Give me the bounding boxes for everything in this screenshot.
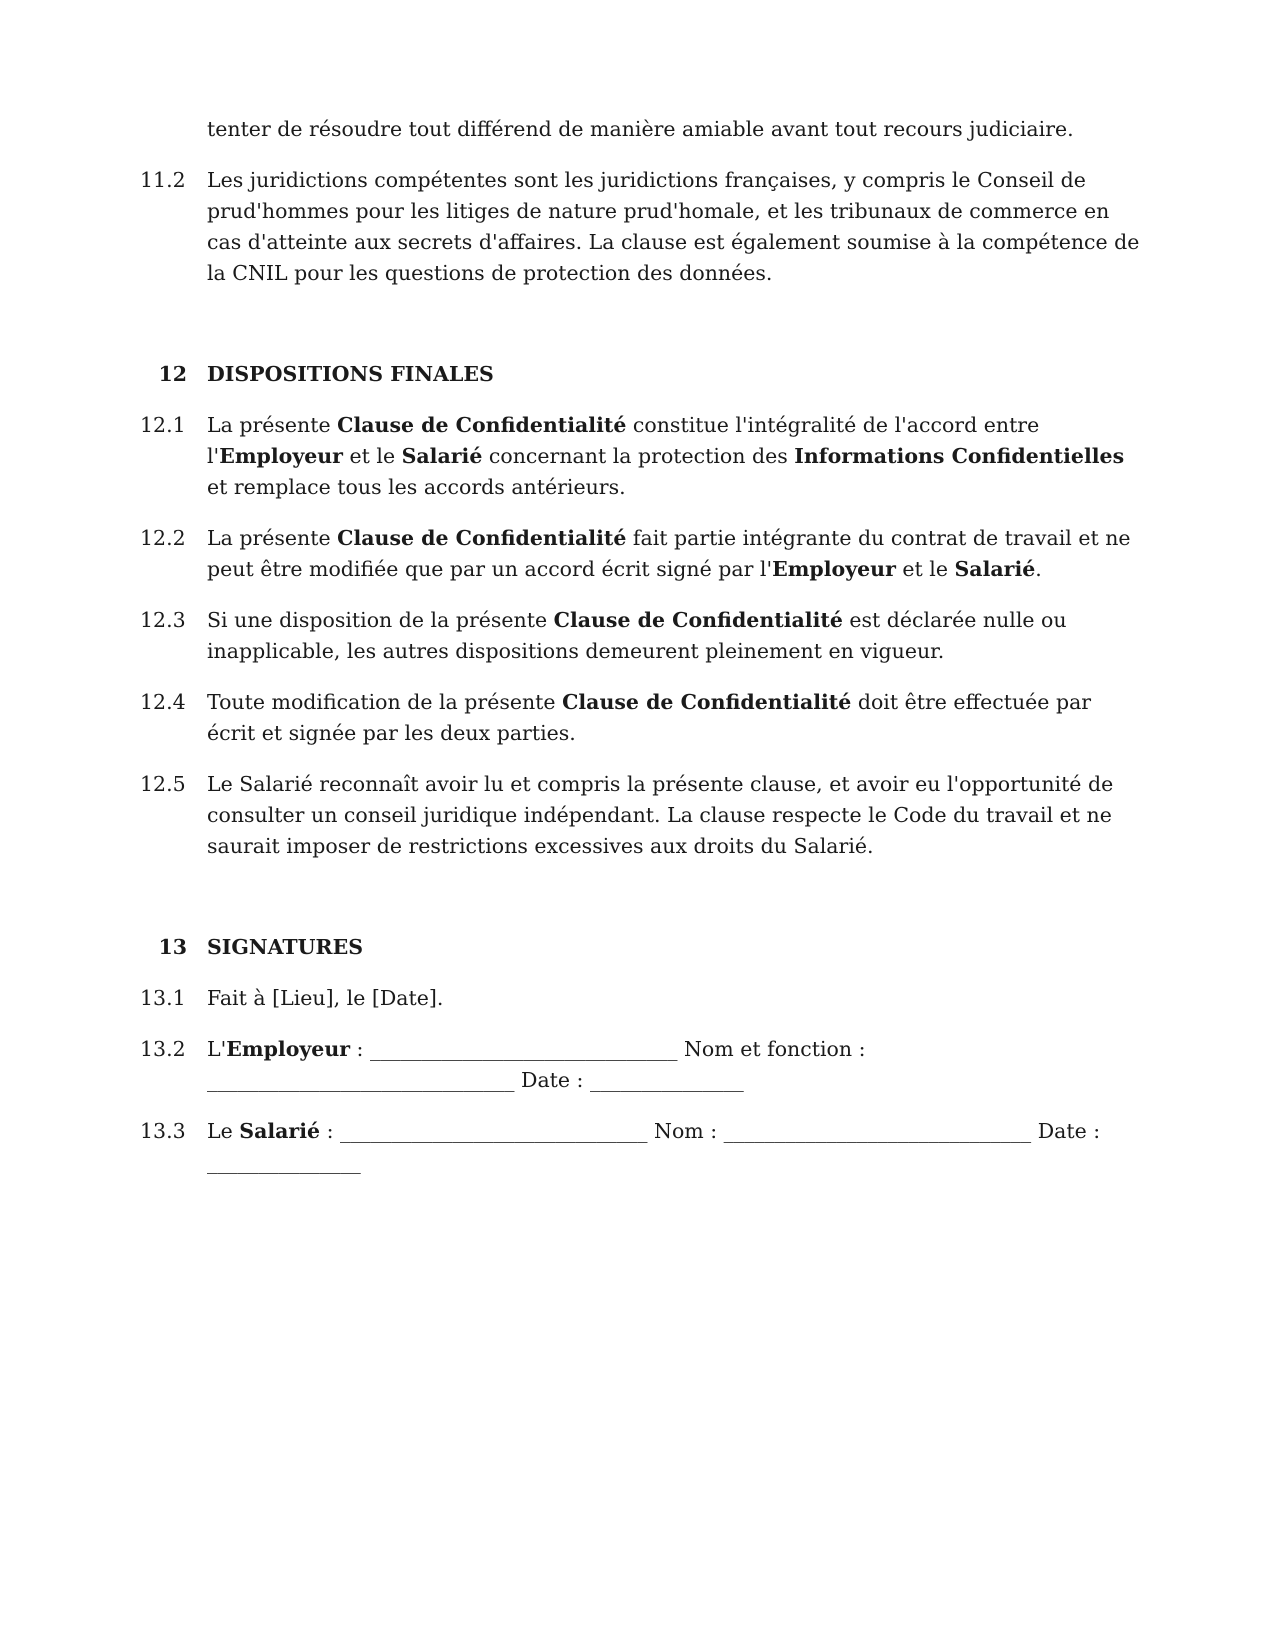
defined-term: Informations Confidentielles	[794, 444, 1125, 468]
clause-text: Le Salarié reconnaît avoir lu et compris la présente clause, et avoir eu l'opportunité de consulter un conseil juridique indépendant. La clause respecte le Code du travail et ne saurait imposer de restrictions excessives aux droits du Salarié.	[207, 772, 1114, 858]
clause-number: 13.2	[140, 1037, 186, 1061]
text-run: Si une disposition de la présente	[207, 608, 554, 632]
clause-number: 12.5	[140, 772, 186, 796]
clause-text: Fait à [Lieu], le [Date].	[207, 986, 444, 1010]
defined-term: Salarié	[401, 444, 483, 468]
section-title: SIGNATURES	[207, 935, 364, 959]
defined-term: Employeur	[226, 1037, 351, 1061]
text-run: La présente	[207, 413, 338, 437]
clause-12-5	[140, 769, 1140, 862]
text-run: et le	[895, 557, 955, 581]
clause-12-4	[140, 687, 1140, 749]
text-run: La présente	[207, 526, 338, 550]
text-run: constitue l'intégralité de l'accord entre l'	[207, 413, 1040, 468]
clause-number: 12.4	[140, 690, 186, 714]
clause-13-1	[140, 983, 1140, 1014]
text-run: et le	[342, 444, 402, 468]
text-run: fait partie intégrante du contrat de travail et ne peut être modifiée que par un accord écrit signé par l'	[207, 526, 1131, 581]
text-run: et remplace tous les accords antérieurs.	[207, 475, 626, 499]
signature-blanks: : ______________________________ Nom : ______________________________ Date : _______________	[207, 1119, 1101, 1174]
defined-term: Clause de Confidentialité	[337, 526, 627, 550]
document-body	[140, 114, 1140, 1198]
clause-text	[207, 523, 1140, 585]
text-run: Le	[207, 1119, 240, 1143]
clause-number: 12.1	[140, 413, 186, 437]
employer-signature-line	[207, 1034, 1140, 1096]
clause-text	[207, 605, 1140, 667]
clause-13-2	[140, 1034, 1140, 1096]
clause-11-2	[140, 165, 1140, 289]
defined-term: Clause de Confidentialité	[562, 690, 852, 714]
clause-number: 12.2	[140, 526, 186, 550]
section-12-heading	[140, 359, 1140, 390]
clause-12-2	[140, 523, 1140, 585]
clause-number: 12.3	[140, 608, 186, 632]
clause-text: Les juridictions compétentes sont les juridictions françaises, y compris le Conseil de prud'hommes pour les litiges de nature prud'homale, et les tribunaux de commerce en cas d'atteinte aux secrets d'affaires. La clause est également soumise à la compétence de la CNIL pour les questions de protection des données.	[207, 168, 1140, 285]
clause-13-3	[140, 1116, 1140, 1178]
defined-term: Employeur	[219, 444, 343, 468]
text-run: est déclarée nulle ou inapplicable, les autres dispositions demeurent pleinement en vigueur.	[207, 608, 1067, 663]
clause-number: 13.1	[140, 986, 186, 1010]
clause-12-3	[140, 605, 1140, 667]
text-run: Toute modification de la présente	[207, 690, 563, 714]
defined-term: Salarié	[239, 1119, 321, 1143]
section-13-heading	[140, 932, 1140, 963]
section-number: 12	[158, 362, 187, 386]
clause-number: 13.3	[140, 1119, 186, 1143]
text-run: doit être effectuée par écrit et signée par les deux parties.	[207, 690, 1092, 745]
continued-paragraph	[140, 114, 1140, 145]
clause-text	[207, 410, 1140, 503]
section-number: 13	[158, 935, 187, 959]
clause-12-1	[140, 410, 1140, 503]
defined-term: Clause de Confidentialité	[553, 608, 843, 632]
text-run: .	[1035, 557, 1042, 581]
defined-term: Clause de Confidentialité	[337, 413, 627, 437]
defined-term: Salarié	[954, 557, 1036, 581]
section-title: DISPOSITIONS FINALES	[207, 362, 494, 386]
employee-signature-line	[207, 1116, 1140, 1178]
text-run: L'	[207, 1037, 227, 1061]
clause-number: 11.2	[140, 168, 186, 192]
signature-blanks: : ______________________________ Nom et fonction : ______________________________ Date : _______________	[207, 1037, 866, 1092]
defined-term: Employeur	[772, 557, 896, 581]
intro-line: tenter de résoudre tout différend de manière amiable avant tout recours judiciaire.	[207, 117, 1074, 141]
clause-text	[207, 687, 1140, 749]
text-run: concernant la protection des	[482, 444, 795, 468]
